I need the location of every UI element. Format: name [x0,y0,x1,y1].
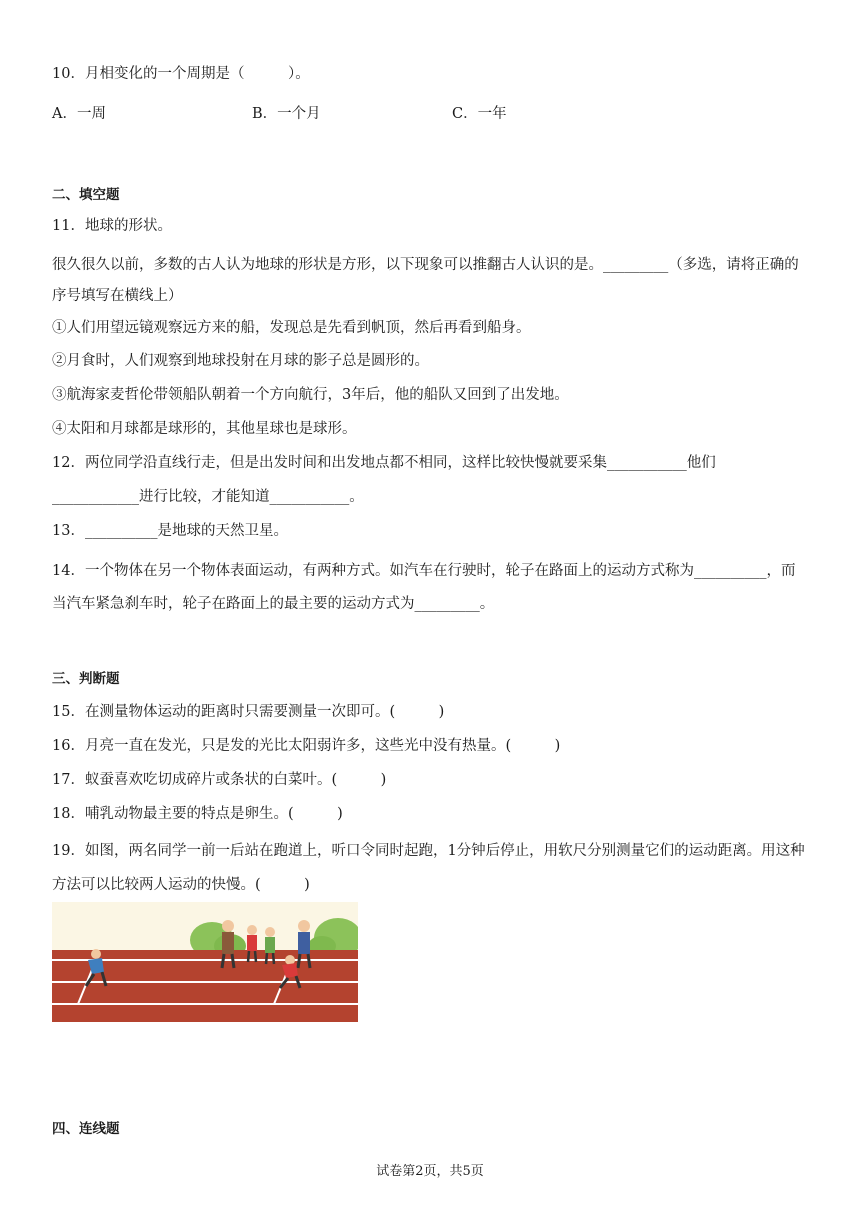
running-track-illustration [52,902,358,1022]
q19-stem: 19．如图，两名同学一前一后站在跑道上，听口令同时起跑，1分钟后停止，用软尺分别测量它们的运动距离。用这种方法可以比较两人运动的快慢。( ) [52,843,805,893]
q10-option-a: A．一周 [52,106,106,122]
q17-stem: 17．蚁蚕喜欢吃切成碎片或条状的白菜叶。( ) [52,772,387,788]
q11-item-1: ①人们用望远镜观察远方来的船，发现总是先看到帆顶，然后再看到船身。 [52,320,531,336]
q10-option-c: C．一年 [452,106,507,122]
q10-option-b: B．一个月 [252,106,321,122]
q12-line-1: 12．两位同学沿直线行走，但是出发时间和出发地点都不相同，这样比较快慢就要采集___________他们 [52,455,716,471]
q11-item-4: ④太阳和月球都是球形的，其他星球也是球形。 [52,421,357,437]
q14-stem: 14．一个物体在另一个物体表面运动，有两种方式。如汽车在行驶时，轮子在路面上的运动方式称为__________，而当汽车紧急刹车时，轮子在路面上的最主要的运动方式为_________。 [52,563,796,612]
q15-stem: 15．在测量物体运动的距离时只需要测量一次即可。( ) [52,704,445,720]
q18-stem: 18．哺乳动物最主要的特点是卵生。( ) [52,806,343,822]
q10-stem: 10．月相变化的一个周期是（ ）。 [52,66,310,82]
section-title-matching: 四、连线题 [52,1121,120,1137]
q11-prompt: 很久很久以前，多数的古人认为地球的形状是方形，以下现象可以推翻古人认识的是。_________（多选，请将正确的序号填写在横线上） [52,257,799,304]
q11-item-3: ③航海家麦哲伦带领船队朝着一个方向航行，3年后，他的船队又回到了出发地。 [52,387,569,403]
q13-stem: 13．__________是地球的天然卫星。 [52,523,288,539]
q12-line-2: ____________进行比较，才能知道___________。 [52,489,364,505]
section-title-true-false: 三、判断题 [52,671,120,687]
page-footer: 试卷第2页，共5页 [376,1164,484,1179]
track-scene-svg [52,902,358,1022]
section-title-fill-blank: 二、填空题 [52,187,120,203]
q16-stem: 16．月亮一直在发光，只是发的光比太阳弱许多，这些光中没有热量。( ) [52,738,561,754]
q11-item-2: ②月食时，人们观察到地球投射在月球的影子总是圆形的。 [52,353,429,369]
q11-title: 11．地球的形状。 [52,218,172,234]
